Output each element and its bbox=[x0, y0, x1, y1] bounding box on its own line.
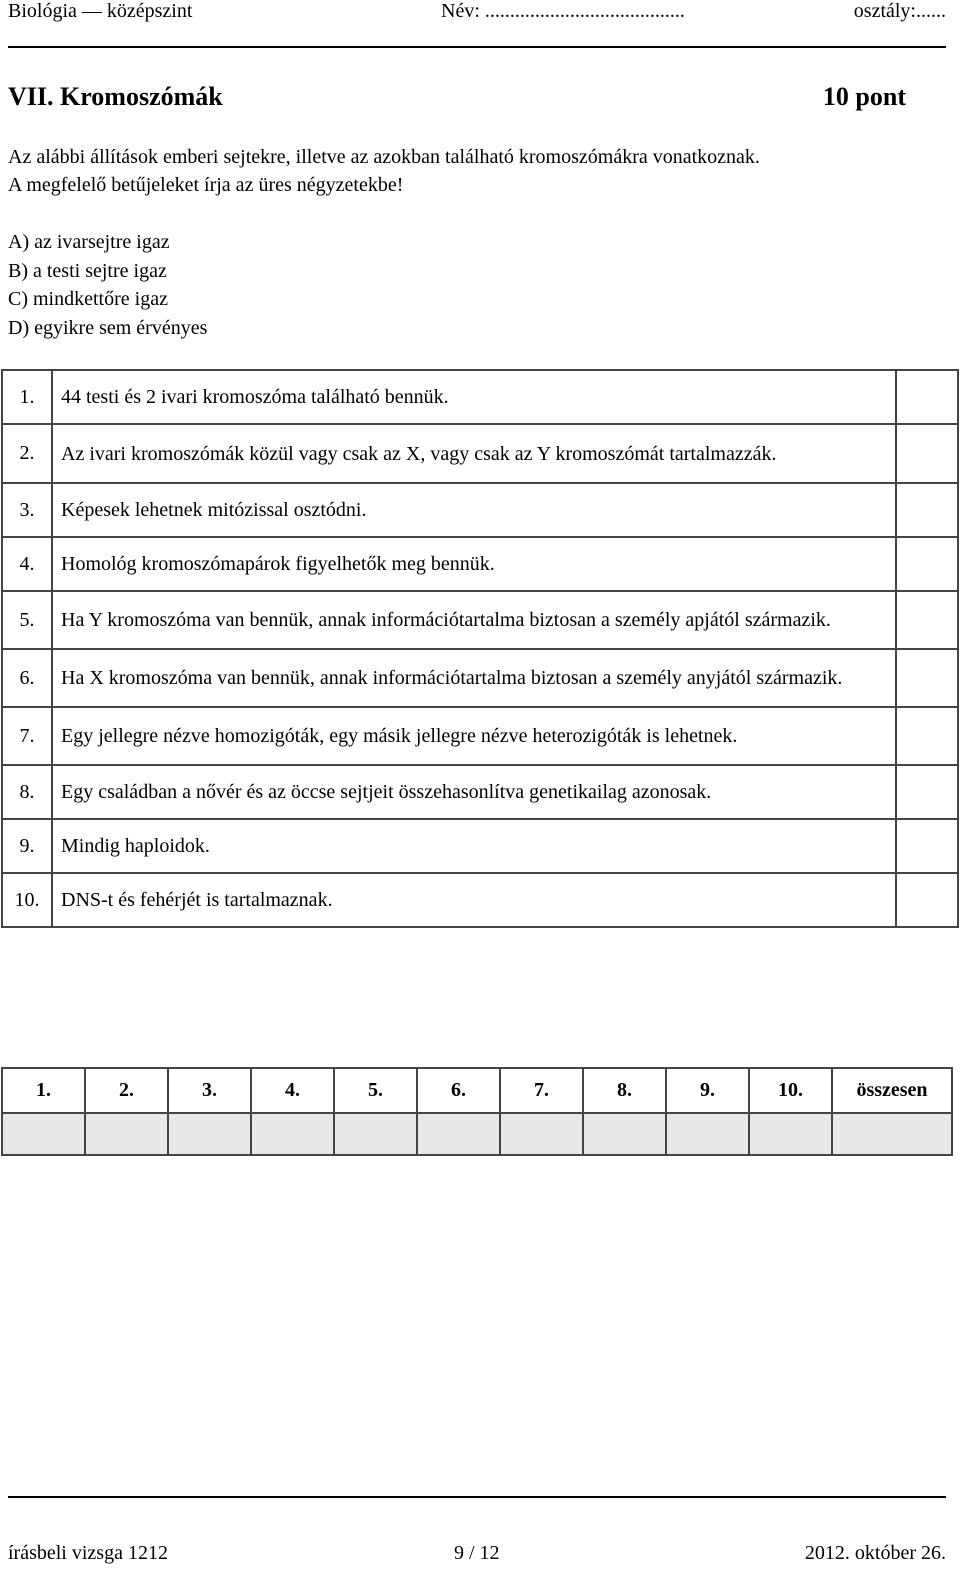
statement-row bbox=[2, 873, 958, 927]
answer-box[interactable] bbox=[896, 537, 958, 591]
score-label: 4. bbox=[251, 1068, 334, 1113]
score-cell[interactable] bbox=[334, 1113, 417, 1155]
option-d: D) egyikre sem érvényes bbox=[8, 316, 208, 339]
score-table bbox=[1, 1067, 953, 1156]
score-label: 3. bbox=[168, 1068, 251, 1113]
statement-number: 4. bbox=[2, 537, 52, 591]
answer-box[interactable] bbox=[896, 873, 958, 927]
statement-number: 2. bbox=[2, 424, 52, 483]
score-cell[interactable] bbox=[417, 1113, 500, 1155]
score-cell[interactable] bbox=[85, 1113, 168, 1155]
statement-row bbox=[2, 819, 958, 873]
score-cell[interactable] bbox=[500, 1113, 583, 1155]
statement-row bbox=[2, 707, 958, 765]
statement-row bbox=[2, 424, 958, 483]
statement-text: Ha Y kromoszóma van bennük, annak információtartalma biztosan a személy apjától származik. bbox=[52, 591, 896, 649]
statement-text: DNS-t és fehérjét is tartalmaznak. bbox=[52, 873, 896, 927]
score-cell[interactable] bbox=[583, 1113, 666, 1155]
score-labels-row bbox=[2, 1068, 952, 1113]
class-field: osztály:...... bbox=[853, 0, 946, 22]
score-label: 9. bbox=[666, 1068, 749, 1113]
subject-label: Biológia — középszint bbox=[8, 0, 193, 22]
score-label: 5. bbox=[334, 1068, 417, 1113]
statement-text: Képesek lehetnek mitózissal osztódni. bbox=[52, 483, 896, 537]
statement-number: 10. bbox=[2, 873, 52, 927]
score-cell[interactable] bbox=[2, 1113, 85, 1155]
statement-row bbox=[2, 765, 958, 819]
footer-divider bbox=[8, 1496, 946, 1498]
statement-number: 9. bbox=[2, 819, 52, 873]
instructions bbox=[8, 143, 948, 199]
statement-row bbox=[2, 649, 958, 707]
answer-box[interactable] bbox=[896, 765, 958, 819]
answer-box[interactable] bbox=[896, 649, 958, 707]
page-number: 9 / 12 bbox=[454, 1542, 500, 1564]
answer-box[interactable] bbox=[896, 591, 958, 649]
score-label: 1. bbox=[2, 1068, 85, 1113]
statement-row bbox=[2, 537, 958, 591]
statement-text: Homológ kromoszómapárok figyelhetők meg bennük. bbox=[52, 537, 896, 591]
statement-text: Egy családban a nővér és az öccse sejtjeit összehasonlítva genetikailag azonosak. bbox=[52, 765, 896, 819]
score-cell[interactable] bbox=[749, 1113, 832, 1155]
option-b: B) a testi sejtre igaz bbox=[8, 259, 167, 282]
answer-options bbox=[8, 228, 207, 342]
option-c: C) mindkettőre igaz bbox=[8, 288, 168, 310]
header-divider bbox=[8, 46, 946, 48]
score-cell-total[interactable] bbox=[832, 1113, 952, 1155]
exam-code: írásbeli vizsga 1212 bbox=[8, 1542, 168, 1564]
statement-text: Egy jellegre nézve homozigóták, egy másik jellegre nézve heterozigóták is lehetnek. bbox=[52, 707, 896, 765]
statement-number: 7. bbox=[2, 707, 52, 765]
instructions-line: A megfelelő betűjeleket írja az üres négyzetekbe! bbox=[8, 174, 404, 196]
statement-number: 1. bbox=[2, 370, 52, 424]
answer-box[interactable] bbox=[896, 483, 958, 537]
score-label: 10. bbox=[749, 1068, 832, 1113]
page-header bbox=[8, 0, 946, 32]
statement-row bbox=[2, 591, 958, 649]
score-label: 8. bbox=[583, 1068, 666, 1113]
statement-row bbox=[2, 370, 958, 424]
instructions-line: Az alábbi állítások emberi sejtekre, illetve az azokban található kromoszómákra vonatkoznak. bbox=[8, 146, 760, 168]
statement-text: Az ivari kromoszómák közül vagy csak az X, vagy csak az Y kromoszómát tartalmazzák. bbox=[52, 424, 896, 483]
statement-number: 5. bbox=[2, 591, 52, 649]
answer-box[interactable] bbox=[896, 819, 958, 873]
option-a: A) az ivarsejtre igaz bbox=[8, 231, 170, 253]
section-points: 10 pont bbox=[822, 82, 906, 111]
score-label: 6. bbox=[417, 1068, 500, 1113]
answer-box[interactable] bbox=[896, 707, 958, 765]
statement-text: 44 testi és 2 ivari kromoszóma található bennük. bbox=[52, 370, 896, 424]
statement-number: 3. bbox=[2, 483, 52, 537]
score-cell[interactable] bbox=[251, 1113, 334, 1155]
statements-table bbox=[1, 369, 959, 928]
statement-number: 6. bbox=[2, 649, 52, 707]
statement-row bbox=[2, 483, 958, 537]
statement-text: Ha X kromoszóma van bennük, annak információtartalma biztosan a személy anyjától származik. bbox=[52, 649, 896, 707]
exam-date: 2012. október 26. bbox=[804, 1542, 946, 1564]
name-field: Név: ........................................ bbox=[441, 0, 685, 22]
score-label: 7. bbox=[500, 1068, 583, 1113]
score-cell[interactable] bbox=[168, 1113, 251, 1155]
score-label: 2. bbox=[85, 1068, 168, 1113]
answer-box[interactable] bbox=[896, 424, 958, 483]
statement-number: 8. bbox=[2, 765, 52, 819]
score-cell[interactable] bbox=[666, 1113, 749, 1155]
answer-box[interactable] bbox=[896, 370, 958, 424]
statement-text: Mindig haploidok. bbox=[52, 819, 896, 873]
score-values-row bbox=[2, 1113, 952, 1155]
section-title: VII. Kromoszómák bbox=[8, 82, 223, 111]
score-label-total: összesen bbox=[832, 1068, 952, 1113]
